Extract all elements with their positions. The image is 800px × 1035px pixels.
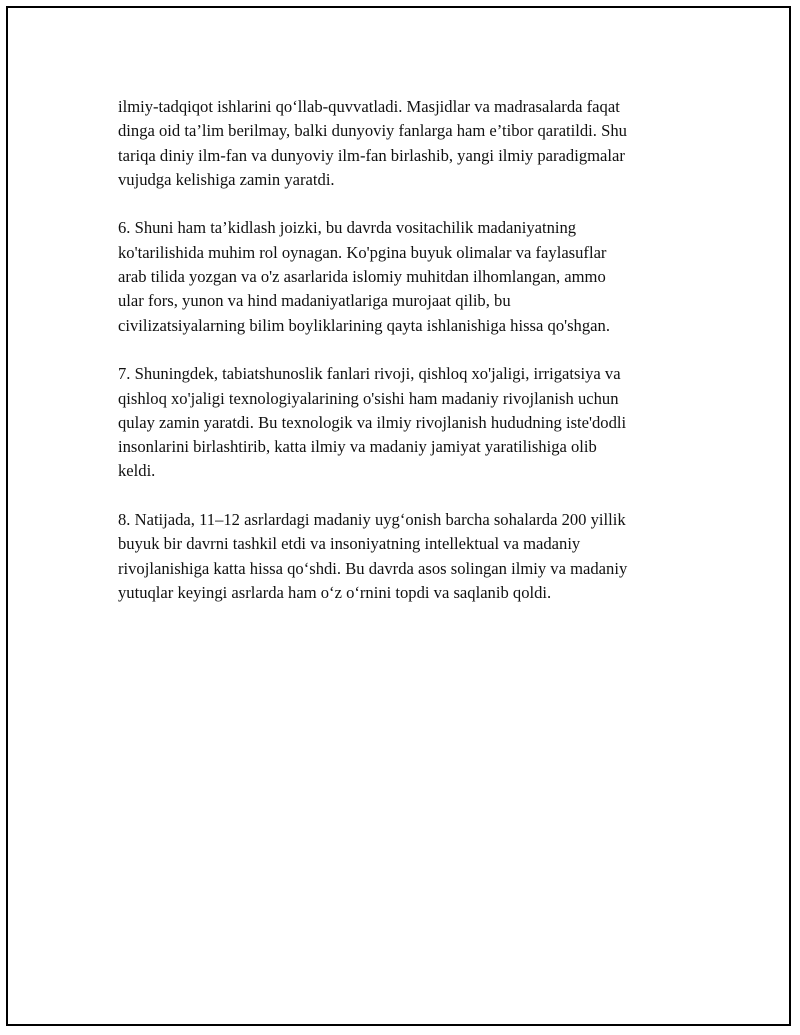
paragraph-intro: ilmiy-tadqiqot ishlarini qo‘llab-quvvatladi. Masjidlar va madrasalarda faqat dinga oid ta’lim berilmay, balki dunyoviy fanlarga ham e’tibor qaratildi. Shu tariqa diniy ilm-fan va dunyoviy ilm-fan birlashib, yangi ilmiy paradigmalar vujudga kelishiga zamin yaratdi. — [118, 97, 627, 189]
paragraph-6: 6. Shuni ham ta’kidlash joizki, bu davrda vositachilik madaniyatning ko'tarilishida muhim rol oynagan. Ko'pgina buyuk olimalar va faylasuflar arab tilida yozgan va o'z asarlarida islomiy muhitdan ilhomlangan, ammo ular fors, yunon va hind madaniyatlariga murojaat qilib, bu civilizatsiyalarning bilim boyliklarining qayta ishlanishiga hissa qo'shgan. — [118, 218, 610, 335]
paragraph-7: 7. Shuningdek, tabiatshunoslik fanlari rivoji, qishloq xo'jaligi, irrigatsiya va qishloq xo'jaligi texnologiyalarining o'sishi ham madaniy rivojlanish uchun qulay zamin yaratdi. Bu texnologik va ilmiy rivojlanish hududning iste'dodli insonlarini birlashtirib, katta ilmiy va madaniy jamiyat yaratilishiga olib keldi. — [118, 364, 627, 481]
document-page — [6, 6, 791, 1026]
document-body — [118, 95, 688, 630]
paragraph-8: 8. Natijada, 11–12 asrlardagi madaniy uyg‘onish barcha sohalarda 200 yillik buyuk bir davrni tashkil etdi va insoniyatning intellektual va madaniy rivojlanishiga katta hissa qo‘shdi. Bu davrda asos solingan ilmiy va madaniy yutuqlar keyingi asrlarda ham o‘z o‘rnini topdi va saqlanib qoldi. — [118, 510, 628, 602]
